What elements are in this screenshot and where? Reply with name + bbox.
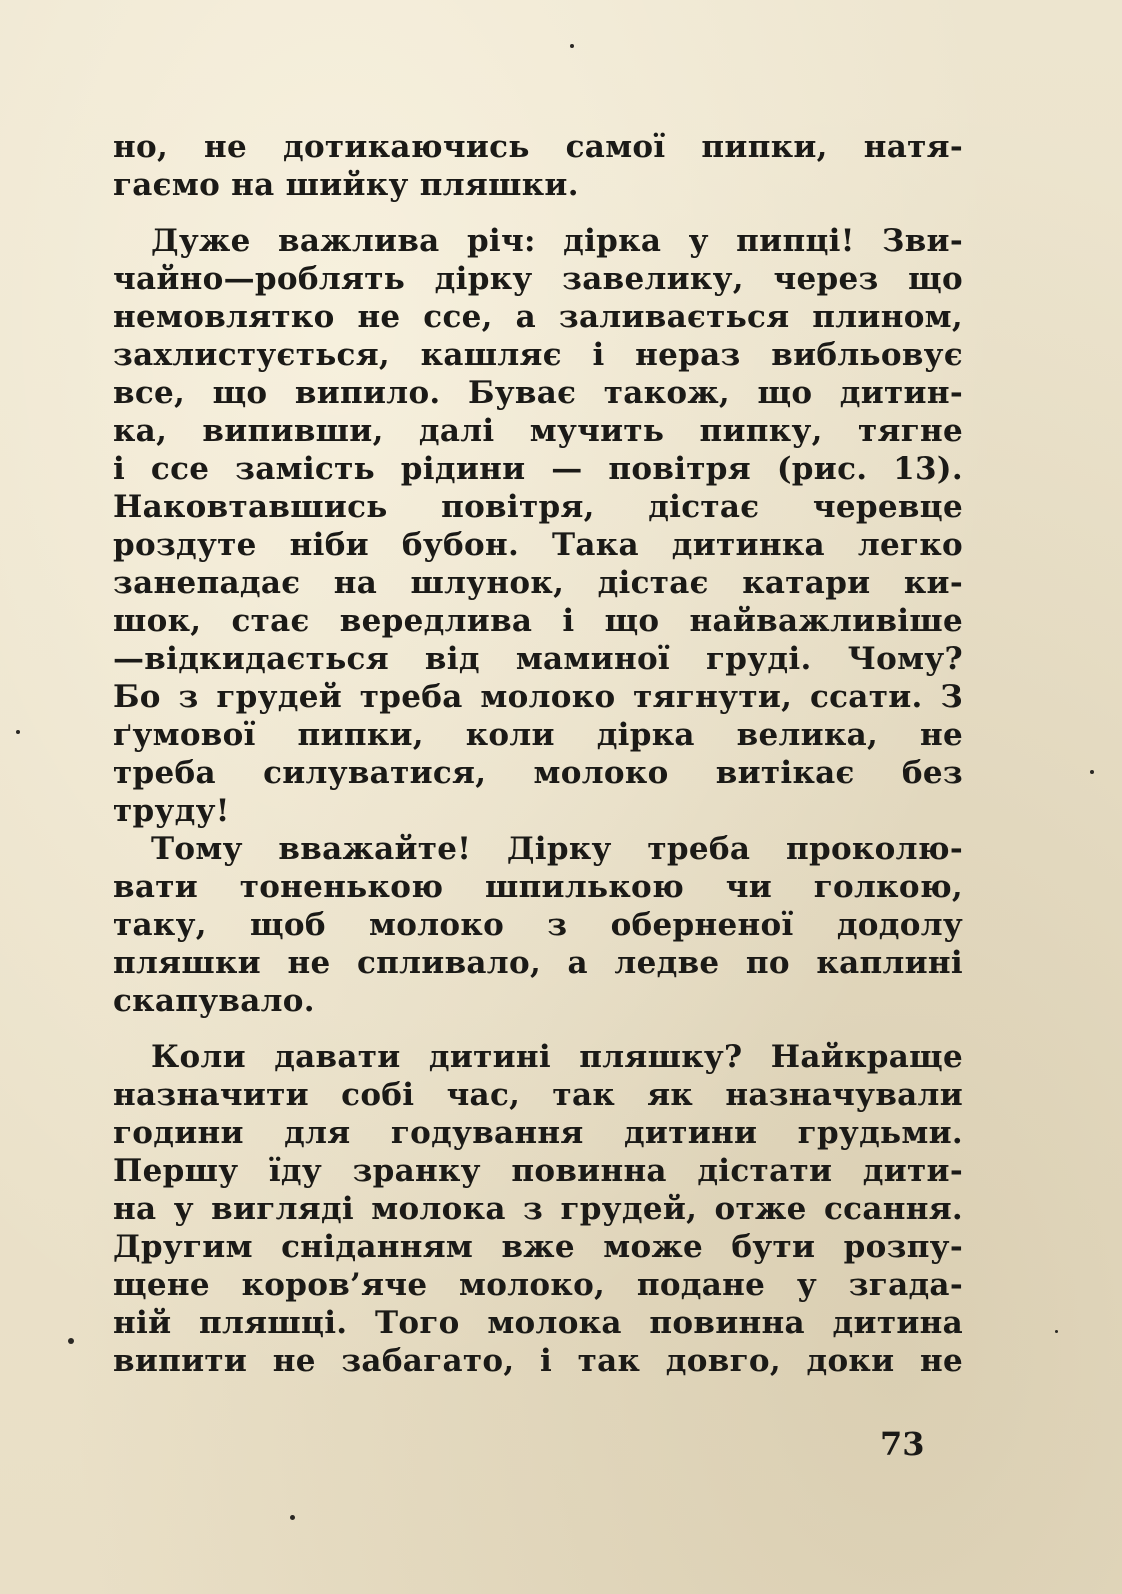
text-line: ній пляшці. Того молока повинна дитина: [113, 1305, 963, 1341]
text-line: Дуже важлива річ: дірка у пипці! Зви-: [151, 223, 963, 259]
text-line: чайно—роблять дірку завелику, через що: [113, 261, 963, 297]
paragraph-gap: [113, 204, 963, 222]
paragraph-gap: [113, 1020, 963, 1038]
text-line: треба силуватися, молоко витікає без: [113, 755, 963, 791]
text-line: пляшки не спливало, а ледве по каплині: [113, 945, 963, 981]
text-line: на у вигляді молока з грудей, отже ссання.: [113, 1191, 963, 1227]
print-speck: [570, 44, 574, 48]
text-line: ка, випивши, далі мучить пипку, тягне: [113, 413, 963, 449]
text-line: Тому вважайте! Дірку треба проколю-: [151, 831, 963, 867]
text-line: труду!: [113, 793, 230, 829]
text-line: випити не забагато, і так довго, доки не: [113, 1343, 963, 1379]
text-line: Бо з грудей треба молоко тягнути, ссати. З: [113, 679, 963, 715]
text-line: гаємо на шийку пляшки.: [113, 167, 579, 203]
text-line: скапувало.: [113, 983, 315, 1019]
text-line: все, що випило. Буває також, що дитин-: [113, 375, 963, 411]
text-line: шок, стає вередлива і що найважливіше: [113, 603, 963, 639]
page-number: 73: [880, 1425, 925, 1463]
print-speck: [68, 1338, 74, 1344]
text-line: Першу їду зранку повинна дістати дити-: [113, 1153, 963, 1189]
text-line: —відкидається від маминої груді. Чому?: [113, 641, 963, 677]
print-speck: [1090, 770, 1094, 774]
text-line: години для годування дитини грудьми.: [113, 1115, 963, 1151]
text-line: Другим сніданням вже може бути розпу-: [113, 1229, 963, 1265]
text-line: таку, щоб молоко з оберненої додолу: [113, 907, 963, 943]
text-line: захлистується, кашляє і нераз вибльовує: [113, 337, 963, 373]
text-line: но, не дотикаючись самої пипки, натя-: [113, 129, 963, 165]
text-line: вати тоненькою шпилькою чи голкою,: [113, 869, 963, 905]
text-line: роздуте ніби бубон. Така дитинка легко: [113, 527, 963, 563]
text-line: і ссе замість рідини — повітря (рис. 13).: [113, 451, 963, 487]
body-text: [113, 128, 963, 1380]
print-speck: [290, 1515, 295, 1520]
text-line: Наковтавшись повітря, дістає черевце: [113, 489, 963, 525]
text-line: занепадає на шлунок, дістає катари ки-: [113, 565, 963, 601]
print-speck: [16, 730, 20, 734]
text-line: Коли давати дитині пляшку? Найкраще: [151, 1039, 963, 1075]
text-line: ґумової пипки, коли дірка велика, не: [113, 717, 963, 753]
text-line: щене коров’яче молоко, подане у згада-: [113, 1267, 963, 1303]
text-line: немовлятко не ссе, а заливається плином,: [113, 299, 963, 335]
print-speck: [1055, 1330, 1058, 1333]
text-line: назначити собі час, так як назначували: [113, 1077, 963, 1113]
